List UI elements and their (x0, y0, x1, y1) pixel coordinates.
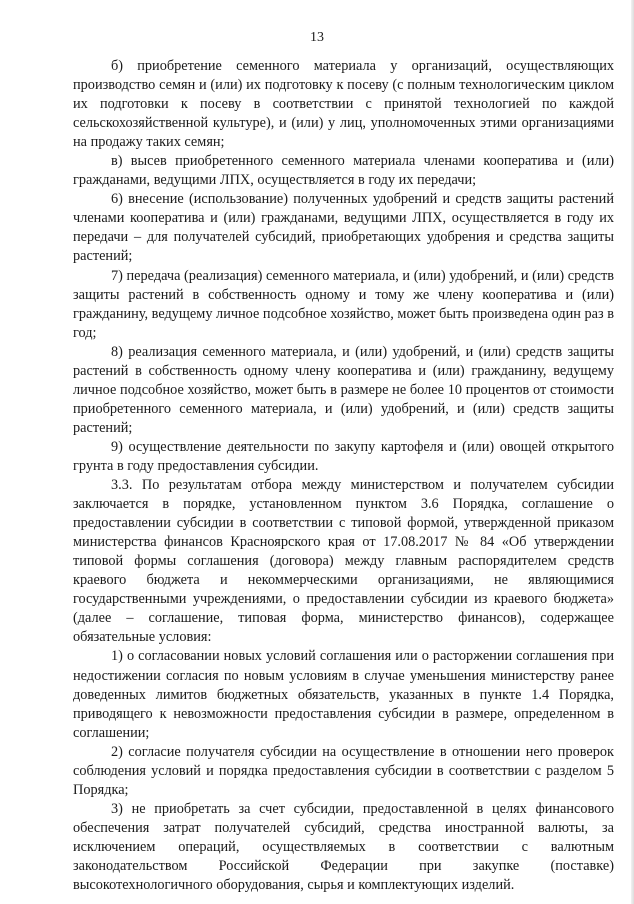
condition-1-new-terms: 1) о согласовании новых условий соглашения или о расторжении соглашения при недостижении согласия по новым условиям в случае уменьшения министерству ранее доведенных лимитов бюджетных обязательств, указанных в пункте 1.4 Порядка, приводящего к невозможности предоставления субсидии в размере, определенном в соглашении; (73, 648, 614, 741)
paragraph-6-fertilizer-use: 6) внесение (использование) полученных удобрений и средств защиты растений членами кооператива и (или) гражданами, ведущими ЛПХ, осуществляется в году их передачи – для получателей субсидий, приобретающих удобрения и средства защиты растений; (73, 191, 614, 265)
paragraph-9-procurement: 9) осуществление деятельности по закупу картофеля и (или) овощей открытого грунта в году предоставления субсидии. (73, 438, 614, 474)
page-number: 13 (310, 30, 324, 45)
document-body (73, 57, 614, 895)
paragraph-b-seed-purchase: б) приобретение семенного материала у организаций, осуществляющих производство семян и (или) их подготовку к посеву (с полным технологическим циклом их подготовки к посеву в соответствии с принятой технологией по каждой сельскохозяйственной культуре), и (или) у лиц, уполномоченных этими организациями на продажу таких семян; (73, 58, 614, 151)
condition-3-foreign-currency: 3) не приобретать за счет субсидии, предоставленной в целях финансового обеспечения затрат получателей субсидий, средства иностранной валюты, за исключением операций, осуществляемых в соответствии с валютным законодательством Российской Федерации при закупке (поставке) высокотехнологичного оборудования, сырья и комплектующих изделий. (73, 800, 614, 894)
paragraph-3-3-agreement: 3.3. По результатам отбора между министерством и получателем субсидии заключается в порядке, установленном пунктом 3.6 Порядка, соглашение о предоставлении субсидии в соответствии с типовой формой, утвержденной приказом министерства финансов Красноярского края от 17.08.2017 № 84 «Об утверждении типовой формы соглашения (договора) между главным распорядителем средств краевого бюджета и некоммерческими организациями, не являющимися государственными учреждениями, о предоставлении субсидии из краевого бюджета» (далее – соглашение, типовая форма, министерство финансов), содержащее обязательные условия: (73, 477, 614, 646)
paragraph-8-sale-limit: 8) реализация семенного материала, и (или) удобрений, и (или) средств защиты растений в собственность одному члену кооператива и (или) гражданину, ведущему личное подсобное хозяйство, может быть в размере не более 10 процентов от стоимости приобретенного семенного материала, и (или) удобрений, и (или) средств защиты растений; (73, 343, 614, 436)
paragraph-7-transfer-once-a-year: 7) передача (реализация) семенного материала, и (или) удобрений, и (или) средств защиты растений в собственность одному и тому же члену кооператива и (или) гражданину, ведущему личное подсобное хозяйство, может быть произведена один раз в год; (73, 267, 614, 341)
condition-2-inspections: 2) согласие получателя субсидии на осуществление в отношении него проверок соблюдения условий и порядка предоставления субсидии в соответствии с разделом 5 Порядка; (73, 743, 614, 798)
paragraph-v-seed-sowing: в) высев приобретенного семенного материала членами кооператива и (или) гражданами, ведущими ЛПХ, осуществляется в году их передачи; (73, 153, 614, 189)
